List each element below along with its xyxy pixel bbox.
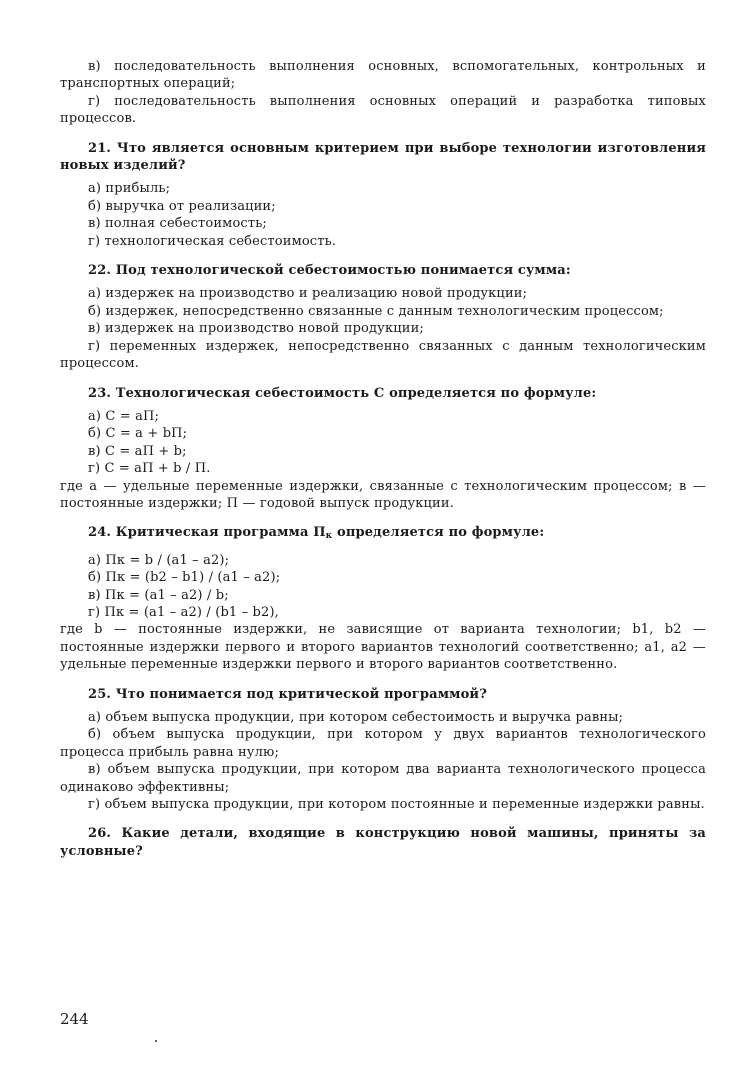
question-24-title	[60, 524, 706, 545]
q22-option-b: б) издержек, непосредственно связанные с данным технологическим процессом;	[88, 303, 664, 319]
q24-option-g: г) Пк = (a1 – a2) / (b1 – b2),	[88, 604, 279, 620]
q23-option-b: б) С = а + bП;	[88, 426, 188, 442]
q23-option-v: в) С = аП + b;	[88, 443, 187, 459]
question-26-title: 26. Какие детали, входящие в конструкцию новой машины, приняты за условные?	[60, 826, 706, 859]
q21-option-g: г) технологическая себестоимость.	[88, 233, 337, 249]
q24-title-end: определяется по формуле:	[332, 525, 545, 541]
q21-option-a: а) прибыль;	[88, 181, 171, 197]
q24-title-main: 24. Критическая программа П	[88, 525, 326, 541]
q22-option-g: г) переменных издержек, непосредственно связанных с данным технологическим процессом.	[60, 338, 706, 372]
q25-option-g: г) объем выпуска продукции, при котором постоянные и переменные издержки равны.	[88, 797, 705, 813]
q22-option-v: в) издержек на производство новой продукции;	[88, 321, 424, 337]
question-21-title: 21. Что является основным критерием при выборе технологии изготовления новых изделий?	[60, 140, 706, 174]
q24-note: где b — постоянные издержки, не зависящие от варианта технологии; b1, b2 — постоянные издержки первого и второго вариантов технологий соответственно; a1, a2 — удельные переменные издержки первого и второго вариантов соответственно.	[60, 622, 706, 673]
q25-option-b: б) объем выпуска продукции, при котором у двух вариантов технологического процесса прибыль равна нулю;	[60, 727, 706, 760]
page-content	[60, 58, 706, 866]
q21-option-b: б) выручка от реализации;	[88, 198, 276, 214]
q22-option-a: а) издержек на производство и реализацию новой продукции;	[88, 286, 528, 302]
q23-option-g: г) С = аП + b / П.	[88, 461, 211, 477]
question-23-title: 23. Технологическая себестоимость С определяется по формуле:	[88, 385, 597, 401]
q24-option-b: б) Пк = (b2 – b1) / (a1 – a2);	[88, 570, 281, 586]
scan-speck	[155, 1040, 157, 1042]
q25-option-v: в) объем выпуска продукции, при котором два варианта технологического процесса одинаково эффективны;	[60, 762, 706, 795]
q21-option-v: в) полная себестоимость;	[88, 216, 267, 232]
intro-option-g: г) последовательность выполнения основных операций и разработка типовых процессов.	[60, 93, 706, 127]
q24-option-a: а) Пк = b / (a1 – a2);	[88, 552, 230, 568]
intro-option-v: в) последовательность выполнения основных, вспомогательных, контрольных и транспортных операций;	[60, 59, 706, 92]
q24-title-sub: к	[325, 531, 333, 542]
q23-option-a: а) С = аП;	[88, 408, 160, 424]
q25-option-a: а) объем выпуска продукции, при котором себестоимость и выручка равны;	[88, 710, 624, 725]
question-22-title: 22. Под технологической себестоимостью понимается сумма:	[88, 263, 571, 279]
q24-option-v: в) Пк = (a1 – a2) / b;	[88, 587, 229, 603]
q23-note: где а — удельные переменные издержки, связанные с технологическим процессом; в — постоянные издержки; П — годовой выпуск продукции.	[60, 478, 706, 511]
question-25-title: 25. Что понимается под критической программой?	[88, 686, 487, 702]
page-number: 244	[60, 1010, 89, 1028]
